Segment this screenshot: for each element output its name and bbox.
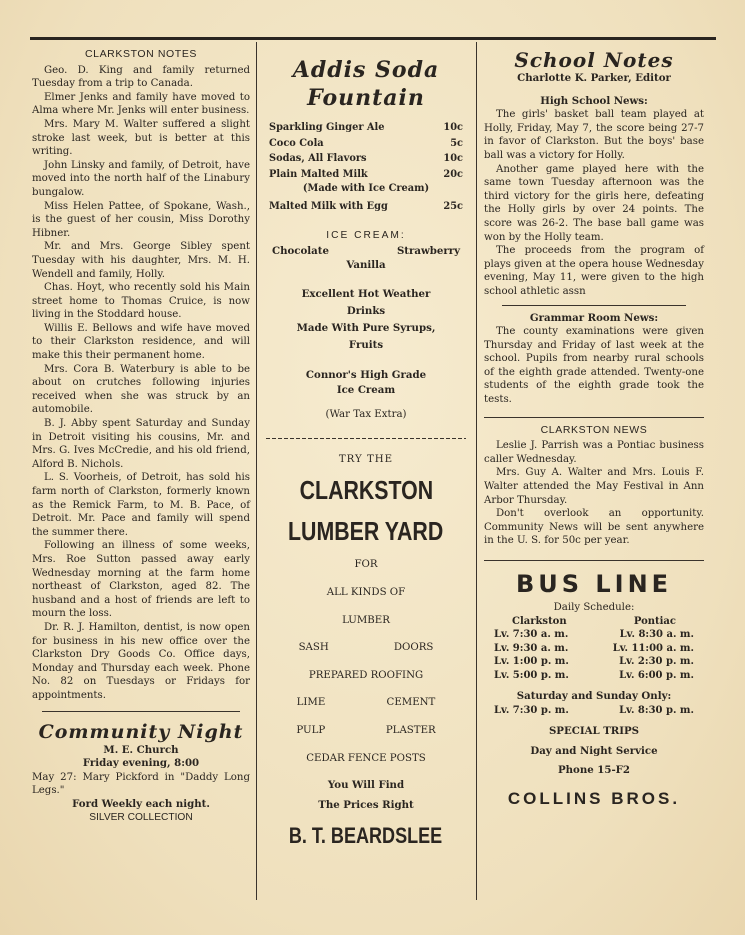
- lumber-label: LUMBER: [342, 614, 390, 626]
- menu-item: Malted Milk with Egg 25c: [269, 201, 463, 212]
- day-night-service: Day and Night Service: [530, 744, 658, 757]
- school-notes-title: School Notes: [514, 48, 674, 72]
- note-paragraph: Elmer Jenks and family have moved to Alma where Mr. Jenks will enter business.: [32, 91, 250, 117]
- bus-line-title: BUS LINE: [515, 570, 673, 598]
- menu-note: (Made with Ice Cream): [302, 183, 430, 194]
- lumber-yard-title-2: LUMBER YARD: [288, 516, 444, 547]
- war-tax-note: (War Tax Extra): [325, 409, 407, 421]
- try-the: TRY THE: [338, 453, 394, 465]
- flavor-vanilla: Vanilla: [346, 258, 386, 271]
- editor-line: Charlotte K. Parker, Editor: [517, 72, 671, 84]
- collins-bros: COLLINS BROS.: [507, 788, 681, 808]
- special-trips: SPECIAL TRIPS: [548, 725, 640, 738]
- note-paragraph: Dr. R. J. Hamilton, dentist, is now open for business in his new office over the Clarkston Dry Goods Co. Office days, Monday and Thursday each week. Phone No. 82 on Tuesdays or Fridays for appointments.: [32, 621, 250, 701]
- note-paragraph: Willis E. Bellows and wife have moved to their Clarkston residence, and will make this their permanent home.: [32, 322, 250, 362]
- prepared-roofing: PREPARED ROOFING: [308, 669, 424, 681]
- prices-right: The Prices Right: [318, 798, 414, 811]
- note-paragraph: L. S. Voorheis, of Detroit, has sold his farm north of Clarkston, formerly known as the Remick Farm, to M. B. Pace, of Detroit. Mr. Pace and family will spend the summer there.: [32, 472, 250, 538]
- note-paragraph: Chas. Hoyt, who recently sold his Main street home to Thomas Cruice, is now living in the Stoddard house.: [32, 282, 250, 321]
- divider: [42, 711, 240, 712]
- church-name: M. E. Church: [103, 743, 179, 756]
- divider: [266, 438, 466, 439]
- divider: [484, 560, 704, 561]
- hs-paragraph: The proceeds from the program of plays given at the opera house Wednesday evening, May 11, were given to the high school athletic assn: [484, 245, 704, 297]
- pulp-plaster: PULP PLASTER: [296, 725, 436, 737]
- note-paragraph: B. J. Abby spent Saturday and Sunday in Detroit visiting his cousins, Mr. and Mrs. G. Ives McCredie, and his old friend, Alford B. Nichols.: [32, 418, 250, 470]
- clarkston-notes-heading: CLARKSTON NOTES: [84, 48, 198, 60]
- divider: [484, 417, 704, 418]
- daily-schedule: Daily Schedule:: [553, 602, 635, 613]
- middle-column: [266, 46, 466, 855]
- ford-weekly: Ford Weekly each night.: [72, 797, 210, 810]
- all-kinds-label: ALL KINDS OF: [326, 587, 406, 599]
- menu-item: Sodas, All Flavors 10c: [269, 153, 463, 164]
- lime-cement: LIME CEMENT: [296, 697, 436, 709]
- cn-paragraph: Mrs. Guy A. Walter and Mrs. Louis F. Walter attended the May Festival in Ann Arbor Thursday.: [484, 467, 704, 506]
- cedar-posts: CEDAR FENCE POSTS: [306, 752, 426, 764]
- ice-cream-heading: ICE CREAM:: [326, 229, 406, 241]
- schedule-row: Lv. 9:30 a. m. Lv. 11:00 a. m.: [494, 642, 694, 654]
- clarkston-news-heading: CLARKSTON NEWS: [540, 423, 648, 436]
- weekend-heading: Saturday and Sunday Only:: [516, 690, 672, 703]
- feature-film: May 27: Mary Pickford in "Daddy Long Legs.": [32, 771, 250, 797]
- soda-fountain-title-1: Addis Soda: [292, 57, 440, 83]
- schedule-row: Lv. 5:00 p. m. Lv. 6:00 p. m.: [494, 669, 694, 681]
- silver-collection: SILVER COLLECTION: [89, 812, 193, 824]
- connor-ice-cream: Connor's High Grade Ice Cream: [305, 369, 427, 397]
- grammar-room-heading: Grammar Room News:: [529, 311, 659, 324]
- schedule-row: Lv. 7:30 a. m. Lv. 8:30 a. m.: [494, 629, 694, 641]
- soda-fountain-title-2: Fountain: [307, 85, 425, 111]
- owner-name: B. T. BEARDSLEE: [289, 823, 443, 849]
- menu-list: [266, 120, 466, 215]
- menu-item: Coco Cola 5c: [269, 137, 463, 149]
- column-rule-left: [256, 42, 257, 900]
- left-column: [32, 46, 250, 825]
- note-paragraph: Miss Helen Pattee, of Spokane, Wash., is the guest of her cousin, Miss Dorothy Hibner.: [32, 200, 250, 239]
- note-paragraph: Following an illness of some weeks, Mrs. Roe Sutton passed away early Wednesday morning at the farm home northeast of Clarkston, aged 82. The husband and a host of friends are left to mourn the loss.: [32, 540, 250, 620]
- weekend-row: Lv. 7:30 p. m. Lv. 8:30 p. m.: [494, 704, 694, 716]
- ice-cream-flavors: Chocolate Strawberry: [272, 245, 460, 258]
- hs-paragraph: The girls' basket ball team played at Holly, Friday, May 7, the score being 27-7 in favor of Clarkston. But the boys' base ball was a victory for Holly.: [484, 109, 704, 161]
- menu-item: Plain Malted Milk 20c: [269, 168, 463, 180]
- cn-paragraph: Leslie J. Parrish was a Pontiac business caller Wednesday.: [484, 440, 704, 465]
- high-school-heading: High School News:: [540, 94, 648, 107]
- drinks-block: Excellent Hot Weather Drinks Made With Pure Syrups, Fruits: [296, 288, 436, 352]
- lumber-yard-title-1: CLARKSTON: [299, 475, 433, 506]
- schedule-row: Lv. 1:00 p. m. Lv. 2:30 p. m.: [494, 656, 694, 668]
- event-time: Friday evening, 8:00: [82, 757, 200, 770]
- note-paragraph: Mrs. Mary M. Walter suffered a slight stroke last week, but is better at this writing.: [32, 118, 250, 158]
- divider: [502, 305, 686, 306]
- note-paragraph: Geo. D. King and family returned Tuesday from a trip to Canada.: [32, 64, 250, 90]
- schedule-header: Clarkston Pontiac: [512, 615, 676, 627]
- column-rule-right: [476, 42, 477, 900]
- hs-paragraph: Another game played here with the same town Tuesday afternoon was the third victory for the girls here, defeating the Holly girls by over 24 points. The score was 26-2. The base ball game was won by the Holly team.: [484, 163, 704, 243]
- community-night-title: Community Night: [38, 720, 244, 743]
- menu-item: Sparkling Ginger Ale 10c: [269, 122, 463, 133]
- note-paragraph: John Linsky and family, of Detroit, have moved into the north half of the Linabury bungalow.: [32, 159, 250, 198]
- phone-number: Phone 15-F2: [557, 764, 631, 777]
- cn-paragraph: Don't overlook an opportunity. Community News will be sent anywhere in the U. S. for 50c per year.: [484, 508, 704, 547]
- top-rule: [30, 37, 716, 40]
- gr-paragraph: The county examinations were given Thursday and Friday of last week at the school. Pupils from nearby rural schools of the eighth grade attended. Twenty-one students of the eighth grade took the tests.: [484, 326, 704, 406]
- will-find: You Will Find: [327, 779, 405, 792]
- right-column: [484, 46, 704, 806]
- sash-doors: SASH DOORS: [298, 642, 434, 654]
- for-label: FOR: [354, 559, 378, 571]
- note-paragraph: Mr. and Mrs. George Sibley spent Tuesday with his daughter, Mrs. M. H. Wendell and family, Holly.: [32, 241, 250, 280]
- note-paragraph: Mrs. Cora B. Waterbury is able to be about on crutches following injuries received when she was struck by an automobile.: [32, 363, 250, 416]
